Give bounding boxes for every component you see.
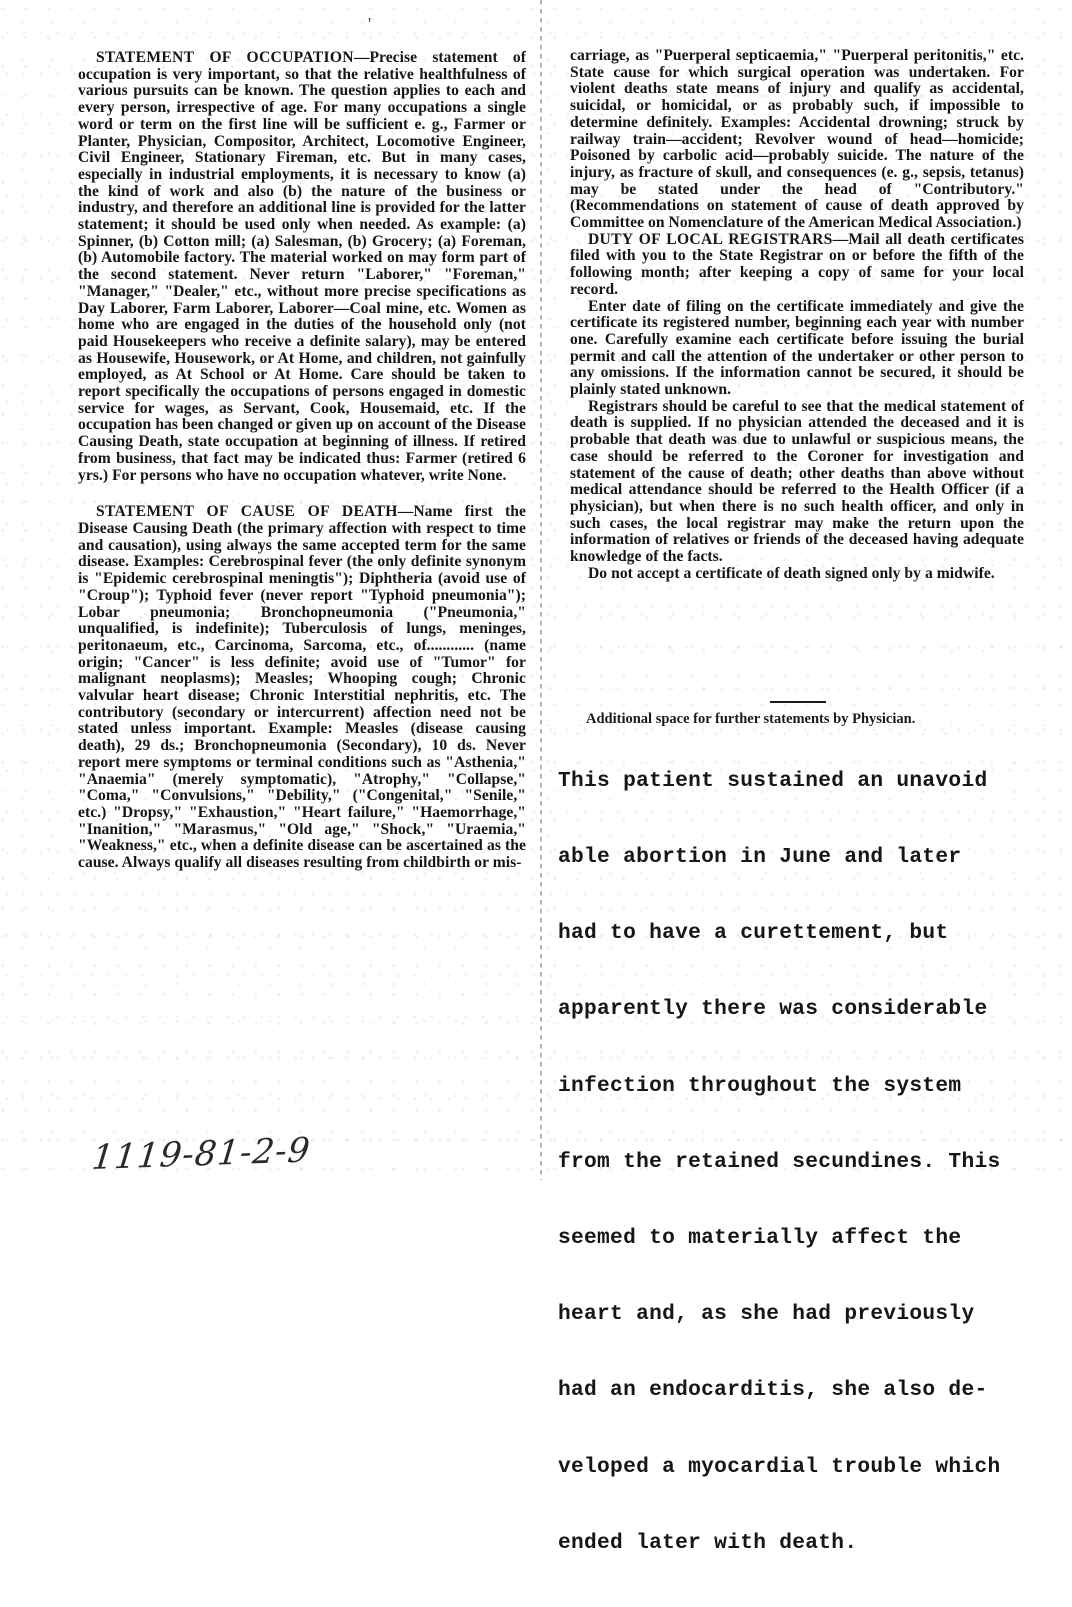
section-gap: [78, 484, 526, 504]
handwritten-certificate-number: 1119-81-2-9: [89, 1130, 313, 1179]
registrars-text: —Mail all death certificates filed with you to the State Registrar on or before the fifth of the following month; after keeping a copy of same for your local record.: [570, 230, 1024, 298]
medical-statement-instructions: Registrars should be careful to see that the medical statement of death is supplied. If no physician attended the deceased and it is probable that death was due to unlawful or suspicious means, the case should be referred to the Coroner for investigation and statement of the cause of death; other deaths than above without medical attendance should be referred to the Health Officer (if a physician), but when there is no such health officer, and only in such cases, the local registrar may make the return upon the information of relatives or friends of the deceased having adequate knowledge of the facts.: [570, 397, 1024, 566]
cause-heading: STATEMENT OF CAUSE OF DEATH: [96, 503, 398, 521]
registrars-heading: DUTY OF LOCAL REGISTRARS: [588, 230, 833, 248]
fold-line-divider: [540, 0, 542, 1180]
right-column: [570, 48, 1024, 583]
typed-line: seemed to materially affect the: [558, 1226, 962, 1251]
typed-line: infection throughout the system: [558, 1073, 962, 1098]
filing-instructions: Enter date of filing on the certificate immediately and give the certificate its registered number, beginning each year with number one. Carefully examine each certificate before issuing the burial permit and call the attention of the undertaker or other person to any omissions. If the information cannot be secured, it should be plainly stated unknown.: [570, 297, 1024, 399]
left-column: [78, 50, 526, 872]
cause-continued-text: carriage, as "Puerperal septicaemia," "Puerperal peritonitis," etc. State cause for which surgical operation was undertaken. For violent deaths state means of injury and qualify as accidental, suicidal, or homicidal, or as probably such, if impossible to determine definitely. Examples: Accidental drowning; struck by railway train—accident; Revolver wound of head—homicide; Poisoned by carbolic acid—probably suicide. The nature of the injury, as fracture of skull, and consequences (e. g., sepsis, tetanus) may be stated under the head of "Contributory." (Recommendations on statement of cause of death approved by Committee on Nomenclature of the American Medical Association.): [570, 47, 1024, 232]
typed-line: had an endocarditis, she also de-: [558, 1378, 988, 1403]
cause-of-death-section: [78, 504, 526, 871]
typed-line: ended later with death.: [558, 1530, 858, 1555]
typed-line: apparently there was considerable: [558, 997, 988, 1022]
divider-rule: [770, 701, 826, 703]
typed-line: had to have a curettement, but: [558, 921, 949, 946]
cause-text: —Name first the Disease Causing Death (the primary affection with respect to time and causation), using always the same accepted term for the same disease. Examples: Cerebrospinal fever (the only definite synonym is "Epidemic cerebrospinal meningtis"); Diphtheria (avoid use of "Croup"); Typhoid fever (never report "Typhoid pneumonia"); Lobar pneumonia; Bronchopneumonia ("Pneumonia," unqualified, is indefinite); Tuberculosis of lungs, meninges, peritonaeum, etc., Carcinoma, Sarcoma, etc., of............ (name origin; "Cancer" is less definite; avoid use of "Tumor" for malignant neoplasms); Measles; Whooping cough; Chronic valvular heart disease; Chronic Interstitial nephritis, etc. The contributory (secondary or intercurrent) affection need not be stated unless important. Example: Measles (disease causing death), 29 ds.; Bronchopneumonia (Secondary), 10 ds. Never report mere symptoms or terminal conditions such as "Asthenia," "Anaemia" (merely symptomatic), "Atrophy," "Collapse," "Coma," "Convulsions," "Debility," ("Congenital," "Senile," etc.) "Dropsy," "Exhaustion," "Heart failure," "Haemorrhage," "Inanition," "Marasmus," "Old age," "Shock," "Uraemia," "Weakness," etc., when a definite disease can be ascertained as the cause. Always qualify all diseases resulting from childbirth or mis-: [78, 503, 526, 872]
additional-space-caption: Additional space for further statements by Physician.: [586, 711, 916, 727]
physician-typed-statement: [558, 718, 1058, 1607]
typed-line: heart and, as she had previously: [558, 1302, 975, 1327]
occupation-section: [78, 50, 526, 484]
midwife-instruction: Do not accept a certificate of death signed only by a midwife.: [588, 564, 995, 582]
typed-line: from the retained secundines. This: [558, 1149, 1001, 1174]
typed-line: This patient sustained an unavoid: [558, 768, 988, 793]
registrars-section: [570, 232, 1024, 299]
typed-line: able abortion in June and later: [558, 845, 962, 870]
occupation-text: —Precise statement of occupation is very important, so that the relative healthfulness of various pursuits can be known. The question applies to each and every person, irrespective of age. For many occupations a single word or term on the first line will be sufficient e. g., Farmer or Planter, Physician, Compositor, Architect, Locomotive Engineer, Civil Engineer, Stationary Fireman, etc. But in many cases, especially in industrial employments, it is necessary to know (a) the kind of work and also (b) the nature of the business or industry, and therefore an additional line is provided for the latter statement; it should be used only when needed. As example: (a) Spinner, (b) Cotton mill; (a) Salesman, (b) Grocery; (a) Foreman, (b) Automobile factory. The material worked on may form part of the second statement. Never return "Laborer," "Foreman," "Manager," "Dealer," etc., without more precise specifications as Day Laborer, Farm Laborer, Laborer—Coal mine, etc. Women as home who are engaged in the duties of the household only (not paid Housekeepers who receive a definite salary), may be entered as Housewife, Housework, or At Home, and children, not gainfully employed, as At School or At Home. Care should be taken to report specifically the occupations of persons engaged in domestic service for wages, as Servant, Cook, Housemaid, etc. If the occupation has been changed or given up on account of the Disease Causing Death, state occupation at beginning of illness. If retired from business, that fact may be indicated thus: Farmer (retired 6 yrs.) For persons who have no occupation whatever, write None.: [78, 49, 526, 484]
fold-mark: ': [368, 14, 372, 34]
typed-line: veloped a myocardial trouble which: [558, 1454, 1001, 1479]
occupation-heading: STATEMENT OF OCCUPATION: [96, 49, 354, 66]
